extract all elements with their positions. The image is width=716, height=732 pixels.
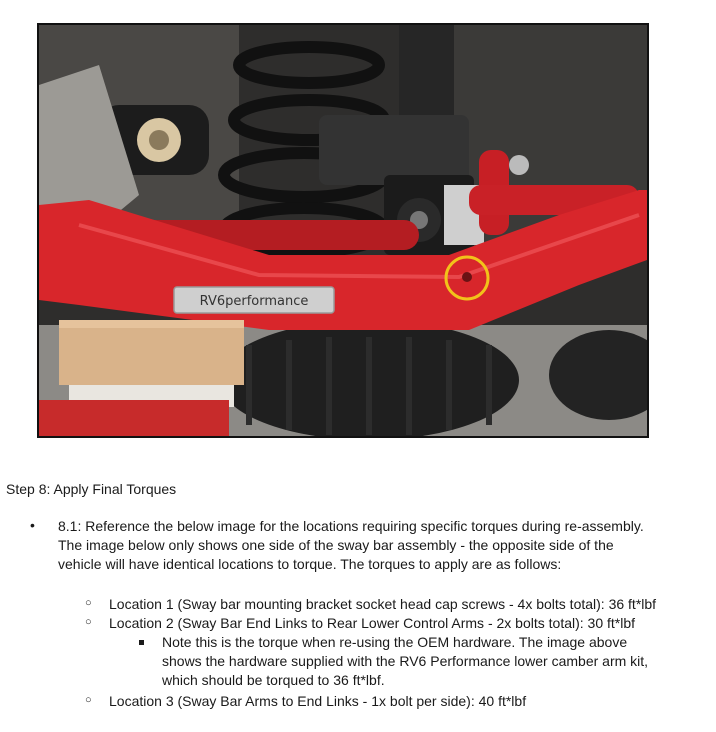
note-line: which should be torqued to 36 ft*lbf. <box>162 672 385 688</box>
square-bullet <box>139 640 144 645</box>
location-item: Location 3 (Sway Bar Arms to End Links - 1x bolt per side): 40 ft*lbf <box>109 693 527 709</box>
intro-line: 8.1: Reference the below image for the locations requiring specific torques during re-assembly. <box>58 518 644 534</box>
suspension-photo <box>37 23 649 438</box>
note-line: shows the hardware supplied with the RV6 Performance lower camber arm kit, <box>162 653 649 669</box>
note-line: Note this is the torque when re-using the OEM hardware. The image above <box>162 634 628 650</box>
location-item: Location 2 (Sway Bar End Links to Rear Lower Control Arms - 2x bolts total): 30 ft*lbf <box>109 615 636 631</box>
bullet-dot: • <box>30 517 35 533</box>
circle-bullet: ○ <box>85 597 92 609</box>
suspension-illustration <box>39 25 647 436</box>
intro-paragraph <box>58 517 698 574</box>
circle-bullet: ○ <box>85 616 92 628</box>
intro-line: vehicle will have identical locations to torque. The torques to apply are as follows: <box>58 556 562 572</box>
location-item: Location 1 (Sway bar mounting bracket socket head cap screws - 4x bolts total): 36 ft*lbf <box>109 596 657 612</box>
intro-line: The image below only shows one side of the sway bar assembly - the opposite side of the <box>58 537 614 553</box>
circle-bullet: ○ <box>85 694 92 706</box>
step-heading: Step 8: Apply Final Torques <box>6 481 177 497</box>
brand-badge: RV6performance <box>199 294 309 309</box>
